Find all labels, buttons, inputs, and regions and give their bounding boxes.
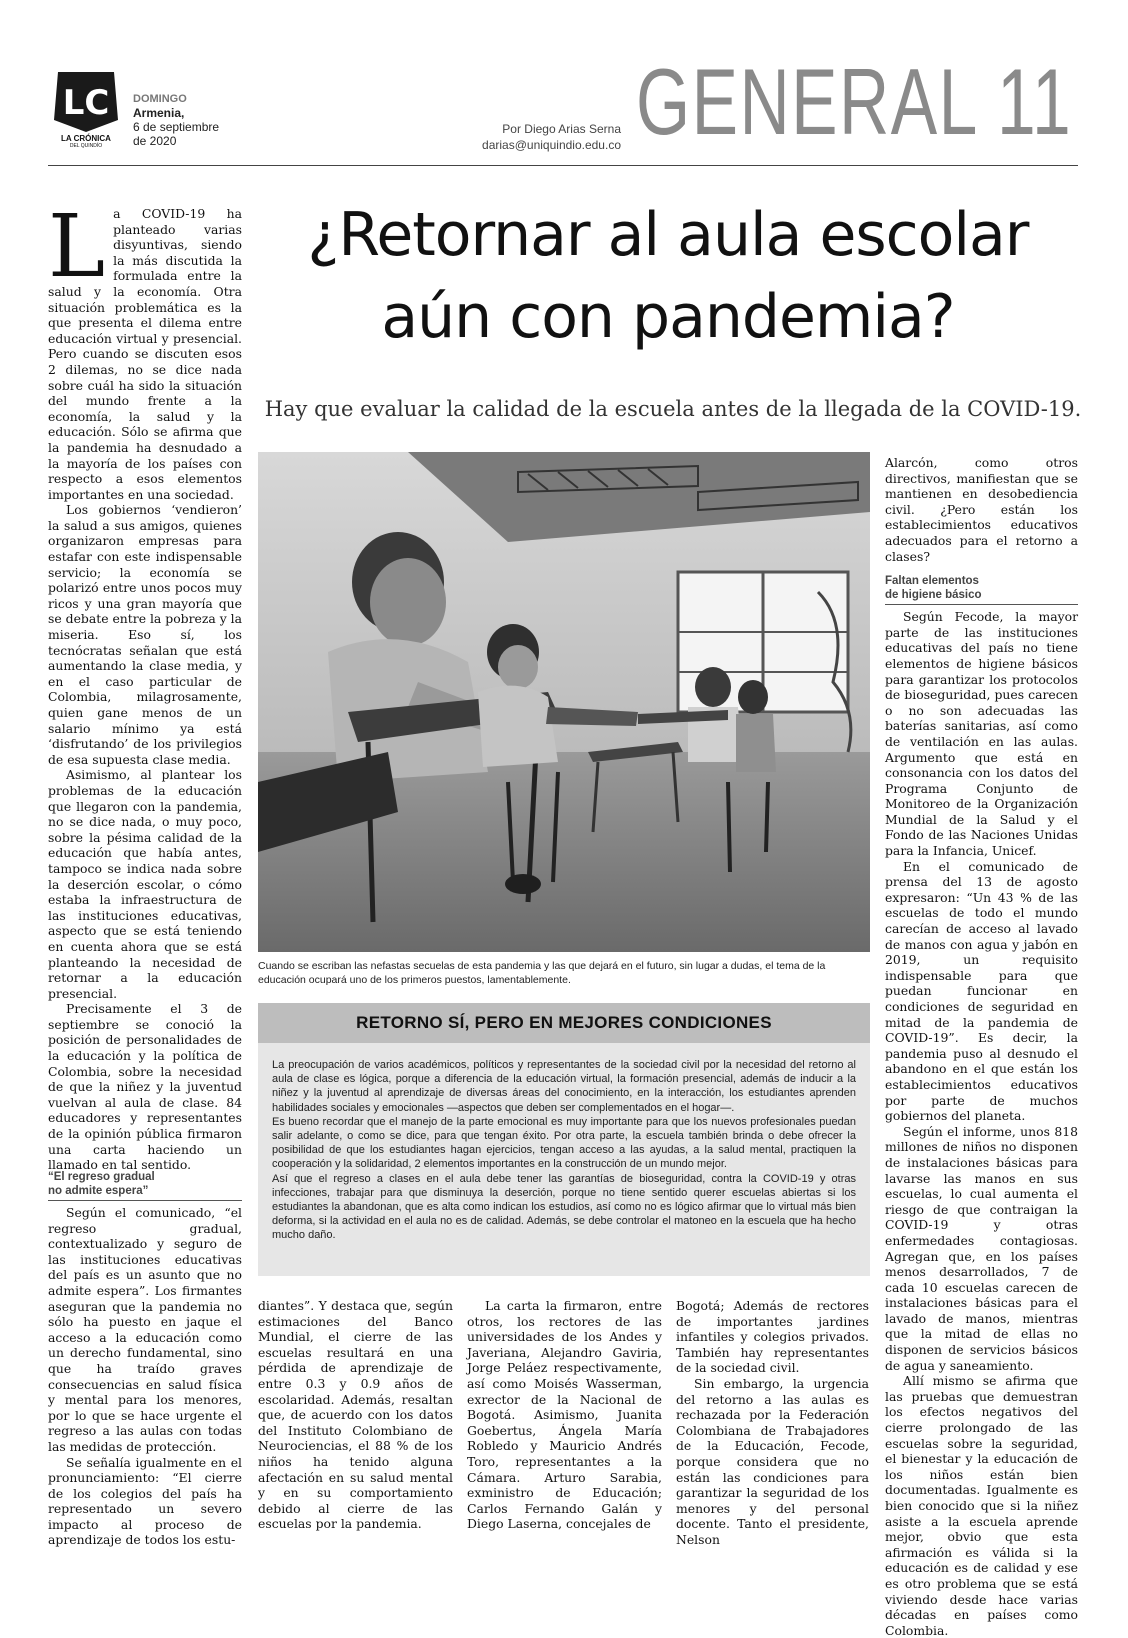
dateline-date: 6 de septiembre [133,120,220,134]
paragraph: Los gobiernos ‘vendieron’ la salud a sus amigos, quienes organizaron empresas para estafar con este indispensable servicio; la economía se polarizó entre unos pocos muy ricos y una gran mayoría que se debate entre la pobreza y la miseria. Eso sí, los tecnócratas señalan que está aumentando la clase media, y en el caso particular de Colombia, milagrosamente, quien gane menos de un salario mínimo ya está ‘disfrutando’ de los privilegios de esa supuesta clase media. [48,502,242,767]
paragraph: Alarcón, como otros directivos, manifiestan que se mantienen en desobediencia civil. ¿Pero están los establecimientos educativos adecuados para el retorno a clases? [885,455,1078,564]
paragraph: Sin embargo, la urgencia del retorno a las aulas es rechazada por la Federación Colombiana de Trabajadores de la Educación, Fecode, porque considera que no están las condiciones para garantizar la seguridad de los menores y del personal docente. Tanto el presidente, Nelson [676,1375,869,1547]
byline [470,121,621,153]
sidebar-box-text [272,1058,856,1243]
section-subtitle [48,1170,242,1198]
article-column-left [48,197,242,1173]
article-column-bottom-1 [258,1298,453,1532]
paragraph: En el comunicado de prensa del 13 de agosto expresaron: “Un 43 % de las escuelas de todo el mundo carecían de acceso al lavado de manos con agua y jabón en 2019, un requisito indispensable para que puedan funcionar en condiciones de seguridad en mitad de la pandemia de COVID-19”. Es decir, la pandemia puso al desnudo el abandono en el que están los establecimientos educativos por parte de muchos gobiernos del planeta. [885,858,1078,1124]
drop-cap: L [48,197,106,297]
paragraph: diantes”. Y destaca que, según estimaciones del Banco Mundial, el cierre de las escuelas resultará en una pérdida de aprendizaje de entre 0.3 y 0.9 años de escolaridad. Además, resaltan que, de acuerdo con los datos del Instituto Colombiano de Neurociencias, el 88 % de los niños ha tenido alguna afectación en su salud mental y en su comportamiento debido al cierre de las escuelas por la pandemia. [258,1298,453,1532]
dateline-year: de 2020 [133,134,177,148]
subheadline: Hay que evaluar la calidad de la escuela antes de la llegada de la COVID-19. [264,397,1082,421]
dateline [133,92,219,148]
paragraph: Asimismo, al plantear los problemas de la educación que llegaron con la pandemia, no se dice nada, o muy poco, sobre la pésima calidad de la educación que había antes, tampoco se indica nada sobre la deserción escolar, o cómo estaba la infraestructura de las instituciones educativas, aspecto que se está teniendo en cuenta ahora que se está planteando la necesidad de retornar a la educación presencial. [48,767,242,1001]
paragraph: Es bueno recordar que el manejo de la parte emocional es muy importante para que los nuevos profesionales puedan salir adelante, o como se dice, para que tengan éxito. Por otra parte, la escuela también brinda o debe ofrecer la posibilidad de que los estudiantes hagan ejercicios, tengan acceso a las ayudas, a la salud mental, practiquen la cooperación y la solidaridad, 2 elementos importantes en la construcción de un mundo mejor. [272,1115,856,1171]
paragraph: La carta la firmaron, entre otros, los rectores de las universidades de los Andes y Javeriana, Alejandro Gaviria, Jorge Peláez respectivamente, así como Moisés Wasserman, exrector de la Nacional de Bogotá. Asimismo, Juanita Goebertus, Ángela María Robledo y Mauricio Andrés Toro, representantes a la Cámara. Arturo Sarabia, exministro de Educación; Carlos Fernando Galán y Diego Laserna, concejales de [467,1298,662,1532]
dateline-city: Armenia, [133,106,185,120]
article-column-bottom-2 [467,1298,662,1532]
sidebar-box-title: RETORNO SÍ, PERO EN MEJORES CONDICIONES [356,1013,772,1032]
paragraph: Se señalía igualmente en el pronunciamiento: “El cierre de los colegios del país ha representado un severo impacto al proceso de aprendizaje de todos los estu- [48,1454,242,1548]
headline-line-2: aún con pandemia? [381,282,955,352]
paragraph: Según el informe, unos 818 millones de niños no disponen de instalaciones básicas para lavarse las manos en sus escuelas, lo cual aumenta el riesgo de que contraigan la COVID-19 y otras enfermedades contagiosas. Agregan que, en los países menos desarrollados, 7 de cada 10 escuelas carecen de instalaciones básicas para el lavado de manos, mientras que la mitad de ellas no disponen de servicios básicos de agua y saneamiento. [885,1123,1078,1373]
subtitle-line: “El regreso gradual [48,1171,155,1183]
paragraph: Precisamente el 3 de septiembre se conoció la posición de personalidades de la educación y la política de Colombia, sobre la necesidad de que la niñez y la juventud vuelvan al aula de clase. 84 educadores y representantes de la opinión pública firmaron una carta haciendo un llamado en tal sentido. [48,1001,242,1173]
paragraph: Bogotá; Además de rectores de importantes jardines infantiles y colegios privados. También hay representantes de la sociedad civil. [676,1298,869,1376]
article-column-right [885,455,1078,1638]
headline-line-1: ¿Retornar al aula escolar [307,200,1029,270]
article-column-left-lower [48,1160,242,1548]
dateline-day: DOMINGO [133,93,187,105]
classroom-photo [258,452,870,952]
subtitle-divider [885,604,1078,605]
section-title: GENERAL 11 [636,49,1073,154]
newspaper-logo [52,70,120,140]
paragraph: Así que el regreso a clases en el aula debe tener las garantías de bioseguridad, contra la COVID-19 y otras infecciones, trabajar para que disminuya la deserción, porque no tiene sentido querer escuelas abiertas si los estudiantes la abandonan, que es alta como indican los estudios, así como no es lógico afirmar que lo virtual más bien deforma, si la actividad en el aula no es de calidad. Además, se debe controlar el matoneo en la escuela que ha hecho mucho daño. [272,1172,856,1242]
subtitle-line: Faltan elementos [885,575,979,588]
byline-email: darias@uniquindio.edu.co [482,138,621,152]
subtitle-divider [48,1200,242,1201]
article-column-bottom-3 [676,1298,869,1548]
section-subtitle [885,574,1078,602]
paragraph: Según Fecode, la mayor parte de las instituciones educativas del país no tiene elementos de higiene básicos para garantizar los protocolos de bioseguridad, pues carecen o no son adecuadas las baterías sanitarias, así como de ventilación en las aulas. Argumento que está en consonancia con los datos del Programa Conjunto de Monitoreo de la Organización Mundial de la Salud y el Fondo de las Naciones Unidas para la Infancia, Unicef. [885,609,1078,859]
paragraph: La preocupación de varios académicos, políticos y representantes de la sociedad civil por la necesidad del retorno al aula de clase es lógica, porque a diferencia de la educación virtual, la formación presencial, además de inducir a la niñez y la juventud al aprendizaje de diversas áreas del conocimiento, en la interacción, los estudiantes aprenden habilidades sociales y emocionales —aspectos que deben ser complementados en el hogar—. [272,1059,856,1114]
headline [258,194,1078,358]
masthead-name: LA CRÓNICA [61,134,111,143]
header-divider [48,165,1078,166]
logo-text: LC [62,83,110,123]
paragraph: Allí mismo se afirma que las pruebas que demuestran los efectos negativos del cierre prolongado de las escuelas sobre la seguridad, el bienestar y la educación de los niños están bien documentadas. Igualmente es bien conocido que si la niñez asiste a la escuela aprende mejor, obvio que esta afirmación es válida si la educación es de calidad y ese es otro problema que se está viviendo desde hace varias décadas en países como Colombia. [885,1373,1078,1638]
subtitle-line: no admite espera” [48,1185,149,1197]
paragraph: a COVID-19 ha planteado varias disyuntivas, siendo la más discutida la formulada entre la salud y la economía. Otra situación problemática es la que presenta el dilema entre educación virtual y presencial. Pero cuando se discuten esos 2 dilemas, no se dice nada sobre cuál ha sido la situación del mundo frente a la economía, la salud y la educación. Sólo se afirma que la pandemia ha desnudado a la mayoría de los países con respecto a esos elementos importantes en una sociedad. [48,206,242,502]
masthead-subname: DEL QUINDÍO [69,143,103,149]
paragraph: Según el comunicado, “el regreso gradual, contextualizado y seguro de las instituciones educativas del país es un asunto que no admite espera”. Los firmantes aseguran que la pandemia no sólo ha puesto en jaque el acceso a la educación como un derecho fundamental, sino que ha traído graves consecuencias en salud física y mental para los menores, por lo que se hace urgente el regreso a las aulas con todas las medidas de protección. [48,1205,242,1454]
photo-caption: Cuando se escriban las nefastas secuelas de esta pandemia y las que dejará en el futuro, sin lugar a dudas, el tema de la educación ocupará uno de los primeros puestos, lamentablemente. [258,960,826,986]
byline-author: Por Diego Arias Serna [502,122,621,136]
subtitle-line: de higiene básico [885,589,982,602]
